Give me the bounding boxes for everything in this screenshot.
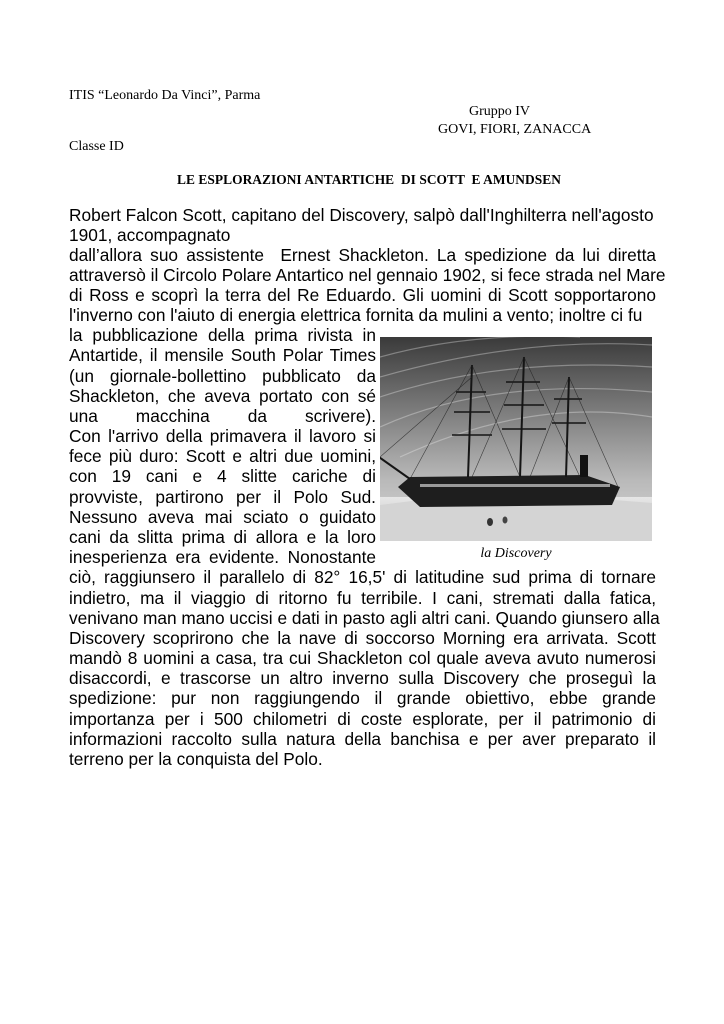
text-line: informazioni raccolto sulla natura della banchisa e per aver preparato il bbox=[69, 729, 656, 749]
text-line: spedizione: pur non raggiungendo il grande obiettivo, ebbe grande bbox=[69, 688, 656, 708]
document-title: LE ESPLORAZIONI ANTARTICHE DI SCOTT E AMUNDSEN bbox=[177, 172, 561, 187]
text-line: ciò, raggiunsero il parallelo di 82° 16,5' di latitudine sud prima di tornare bbox=[69, 567, 656, 587]
text-line: Con l'arrivo della primavera il lavoro si bbox=[69, 426, 376, 446]
text-line: disaccordi, e trascorse un altro inverno sulla Discovery che proseguì la bbox=[69, 668, 656, 688]
school-name: ITIS “Leonardo Da Vinci”, Parma bbox=[69, 88, 261, 103]
text-line: Nessuno aveva mai sciato o guidato bbox=[69, 507, 376, 527]
text-line: con 19 cani e 4 slitte cariche di bbox=[69, 466, 376, 486]
text-line: Antartide, il mensile South Polar Times bbox=[69, 345, 376, 365]
text-line: Discovery scoprirono che la nave di soccorso Morning era arrivata. Scott bbox=[69, 628, 656, 648]
text-line: di Ross e scoprì la terra del Re Eduardo. Gli uomini di Scott sopportarono bbox=[69, 285, 656, 305]
text-line: indietro, ma il viaggio di ritorno fu terribile. I cani, stremati dalla fatica, bbox=[69, 588, 656, 608]
text-line: venivano man mano uccisi e dati in pasto agli altri cani. Quando giunsero alla bbox=[69, 608, 660, 628]
text-line: una macchina da scrivere). bbox=[69, 406, 376, 426]
text-line: Robert Falcon Scott, capitano del Discovery, salpò dall'Inghilterra nell'agosto bbox=[69, 205, 654, 225]
text-line: (un giornale-bollettino pubblicato da bbox=[69, 366, 376, 386]
text-line: terreno per la conquista del Polo. bbox=[69, 749, 323, 769]
text-line: cani da slitta prima di allora e la loro bbox=[69, 527, 376, 547]
text-line: la pubblicazione della prima rivista in bbox=[69, 325, 376, 345]
text-line: inesperienza era evidente. Nonostante bbox=[69, 547, 376, 567]
class-label: Classe ID bbox=[69, 139, 124, 154]
text-line: mandò 8 uomini a casa, tra cui Shackleton col quale aveva avuto numerosi bbox=[69, 648, 656, 668]
text-line: fece più duro: Scott e altri due uomini, bbox=[69, 446, 376, 466]
text-line: importanza per i 500 chilometri di coste esplorate, per il patrimonio di bbox=[69, 709, 656, 729]
discovery-ship-photo bbox=[380, 337, 652, 541]
text-line: l'inverno con l'aiuto di energia elettrica fornita da mulini a vento; inoltre ci fu bbox=[69, 305, 643, 325]
text-line: provviste, partirono per il Polo Sud. bbox=[69, 487, 376, 507]
group-label: Gruppo IV bbox=[469, 104, 531, 119]
group-members: GOVI, FIORI, ZANACCA bbox=[438, 122, 592, 137]
text-line: attraversò il Circolo Polare Antartico nel gennaio 1902, si fece strada nel Mare bbox=[69, 265, 666, 285]
text-line: 1901, accompagnato bbox=[69, 225, 231, 245]
text-line: Shackleton, che aveva portato con sé bbox=[69, 386, 376, 406]
photo-caption: la Discovery bbox=[480, 546, 552, 561]
text-line: dall’allora suo assistente Ernest Shackleton. La spedizione da lui diretta bbox=[69, 245, 656, 265]
